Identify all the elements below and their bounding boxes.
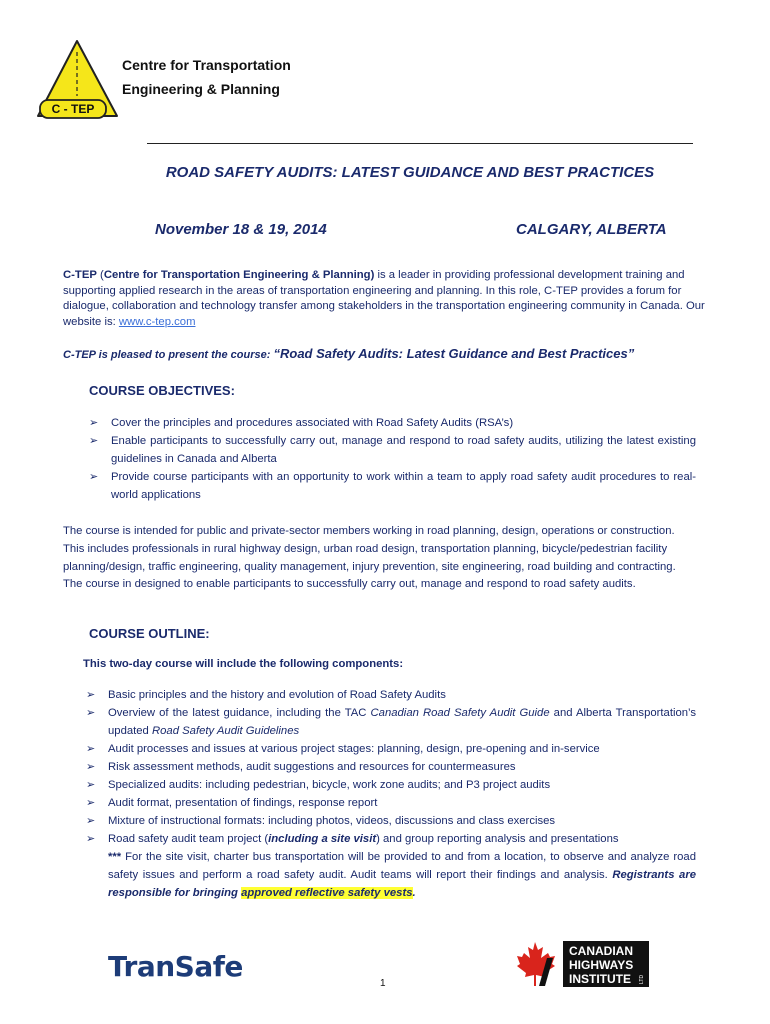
website-link[interactable]: www.c-tep.com [118,315,196,328]
document-title: ROAD SAFETY AUDITS: LATEST GUIDANCE AND BEST PRACTICES [165,164,655,181]
ctep-logo [30,38,125,123]
svg-text:CANADIAN: CANADIAN [569,944,633,958]
org-name-line2: Engineering & Planning [122,81,280,97]
list-item: ➢ Enable participants to successfully carry out, manage and respond to road safety audits, utilizing the latest existing guidelines in Canada and Alberta [89,432,696,468]
course-name: “Road Safety Audits: Latest Guidance and Best Practices” [273,346,635,361]
canadian-highways-institute-logo [517,940,649,988]
list-item: ➢ Audit format, presentation of findings, response report [86,794,696,812]
event-location: CALGARY, ALBERTA [516,221,667,238]
transafe-logo: TranSafe [108,950,243,983]
list-item: ➢ Overview of the latest guidance, including the TAC Canadian Road Safety Audit Guide and Alberta Transportation’s updated Road Safety Audit Guidelines [86,704,696,740]
outline-list [86,686,696,902]
list-item: ➢ Audit processes and issues at various project stages: planning, design, pre-opening and in-service [86,740,696,758]
event-date: November 18 & 19, 2014 [155,221,327,238]
audience-paragraph: The course is intended for public and private-sector members working in road planning, design, operations or construction. This includes professionals in rural highway design, urban road design, transportation planning, bicycle/pedestrian facility planning/design, traffic engineering, quality management, injury prevention, site engineering, road building and contracting. The course in designed to enable participants to successfully carry out, manage and respond to road safety audits. [63,525,676,591]
intro-paragraph: C-TEP (Centre for Transportation Engineering & Planning) is a leader in providing professional development training and supporting applied research in the areas of transportation engineering and planning. In this role, C-TEP provides a forum for dialogue, collaboration and technology transfer among stakeholders in the transportation engineering community in Canada. Our website is: www.c-tep.com [63,269,705,328]
course-presentation [63,346,634,361]
list-item: ➢ Mixture of instructional formats: including photos, videos, discussions and class exercises [86,812,696,830]
present-lead: C-TEP is pleased to present the course: [63,349,274,361]
org-name-line1: Centre for Transportation [122,57,291,73]
page-number: 1 [380,978,386,989]
list-item: ➢ Provide course participants with an opportunity to work within a team to apply road safety audit procedures to real-world applications [89,468,696,504]
objectives-heading: COURSE OBJECTIVES: [89,383,235,398]
intro-text: is a leader in providing professional development training and supporting applied research in the areas of transportation engineering and planning. In this role, C-TEP provides a forum for dialogue, collaboration and technology transfer among stakeholders in the transportation engineering community in Canada. Our website is: [63,269,705,328]
logo-text: C - TEP [51,102,95,116]
org-full-name: Centre for Transportation Engineering & Planning) [103,269,375,281]
list-item: ➢ Cover the principles and procedures associated with Road Safety Audits (RSA’s) [89,414,696,432]
outline-heading: COURSE OUTLINE: [89,626,210,641]
list-item: ➢ Risk assessment methods, audit suggestions and resources for countermeasures [86,758,696,776]
title-divider [147,143,693,144]
safety-vest-highlight: approved reflective safety vests [241,887,413,899]
outline-subheading: This two-day course will include the following components: [83,658,404,670]
objectives-list [89,414,696,504]
svg-text:INSTITUTE: INSTITUTE [569,972,631,986]
svg-text:HIGHWAYS: HIGHWAYS [569,958,634,972]
list-item: ➢ Specialized audits: including pedestrian, bicycle, work zone audits; and P3 project audits [86,776,696,794]
site-visit-note: *** For the site visit, charter bus transportation will be provided to and from a location, to observe and analyze road safety issues and perform a road safety audit. Audit teams will report their findings and analysis. Registrants are responsible for bringing approved reflective safety vests. [108,851,696,899]
ctep-acronym: C-TEP [63,269,97,281]
svg-text:LTD: LTD [639,974,645,984]
list-item: ➢ Basic principles and the history and evolution of Road Safety Audits [86,686,696,704]
list-item: ➢ Road safety audit team project (including a site visit) and group reporting analysis and presentations [86,830,696,848]
